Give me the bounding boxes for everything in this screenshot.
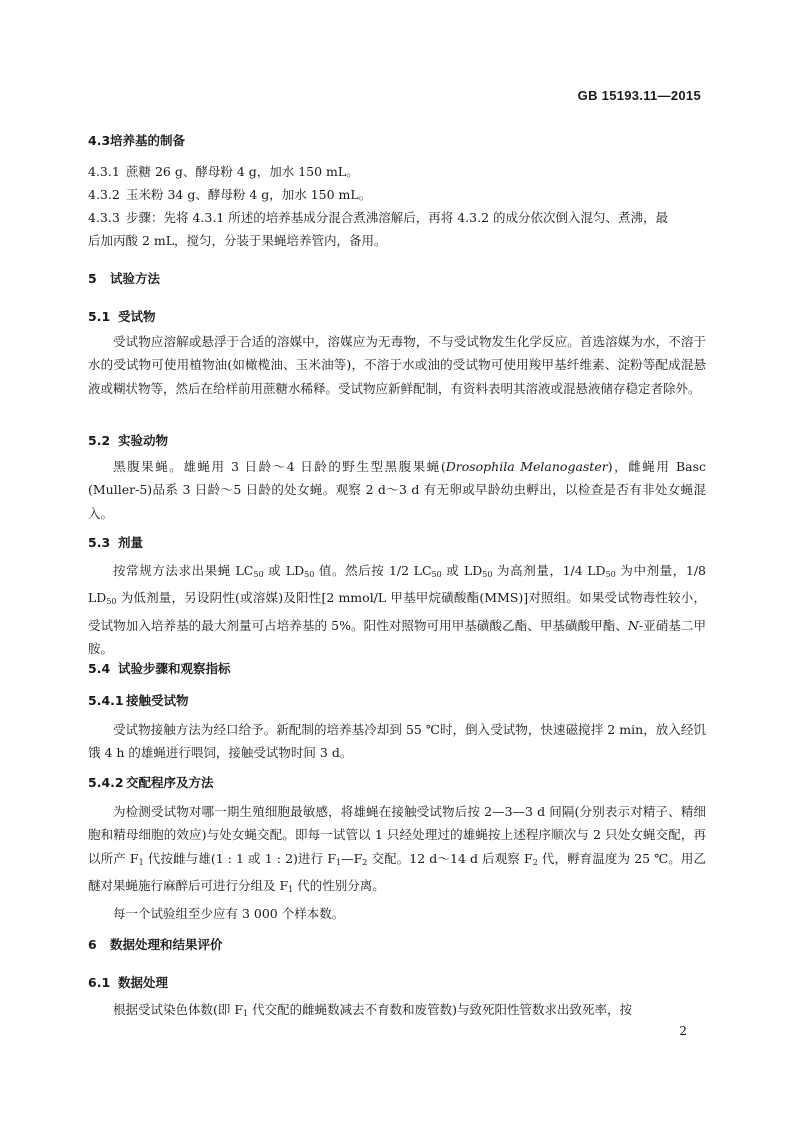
subscript: 50	[304, 570, 315, 579]
section-5-2-heading	[88, 431, 168, 449]
section-5-heading	[88, 269, 160, 287]
text-run: 代交配的雌蝇数减去不育数和废管数)与致死阳性管数求出致死率，按	[248, 1002, 632, 1017]
paragraph: 受试物应溶解或悬浮于合适的溶媒中，溶媒应为无毒物，不与受试物发生化学反应。首选溶媒为水，不溶于水的受试物可使用植物油(如橄榄油、玉米油等)，不溶于水或油的受试物可使用羧甲基纤维素、淀粉等配成混悬液或糊状物等，然后在给样前用蔗糖水稀释。受试物应新鲜配制，有资料表明其溶液或混悬液储存稳定者除外。	[88, 334, 706, 396]
section-5-4-heading	[88, 659, 231, 677]
section-number: 5.4	[88, 661, 111, 676]
text-run: 值。然后按 1/2 LC	[314, 563, 432, 578]
clause-text: 玉米粉 34 g、酵母粉 4 g，加水 150 mL。	[126, 187, 372, 202]
section-5-3-body	[88, 559, 706, 661]
page-number: 2	[679, 1024, 687, 1038]
text-run: 为检测受试物对哪一期生殖细胞最敏感，将雄蝇在接触受试物后按 2—3—3 d 间隔(分别表示对精子、精细胞和精母细胞的效应)与处女蝇交配。即每一试管以 1 只经处理过的雄蝇按上述程序顺次与 2 只处女蝇交配，再以所产 F	[88, 804, 706, 866]
section-number: 5.4.2	[88, 775, 124, 790]
section-title: 培养基的制备	[110, 133, 186, 148]
species-name: Drosophila Melanogaster	[445, 459, 608, 474]
section-number: 5.1	[88, 309, 111, 324]
paragraph	[88, 800, 706, 902]
text-run: 代的性别分离。	[293, 878, 385, 894]
text-run: 或 LD	[263, 563, 305, 578]
section-5-4-1-heading	[88, 691, 189, 709]
section-5-1-heading	[88, 307, 156, 325]
text-run: 代，孵育温度为 25 ℃。用乙醚对果蝇施行麻醉后可进行分组及 F	[88, 850, 707, 894]
section-title: 剂量	[118, 535, 144, 550]
subscript: 1	[288, 885, 294, 895]
section-5-4-2-heading	[88, 773, 214, 791]
section-6-1-body	[88, 998, 706, 1025]
section-number: 5	[88, 271, 97, 286]
paragraph	[88, 998, 706, 1025]
subscript: 2	[532, 857, 538, 867]
clause-text: 步骤：先将 4.3.1 所述的培养基成分混合煮沸溶解后，再将 4.3.2 的成分依次倒入混匀、煮沸，最	[126, 210, 669, 225]
section-number: 6.1	[88, 975, 111, 990]
subscript: 50	[431, 570, 442, 579]
text-run: 代按雌与雄(1 : 1 或 1 : 2)进行 F	[143, 850, 337, 866]
section-5-4-1-body	[88, 718, 706, 765]
clause-number: 4.3.3	[88, 210, 120, 225]
paragraph: 每一个试验组至少应有 3 000 个样本数。	[113, 905, 345, 921]
text-run: 根据受试染色体数(即 F	[113, 1002, 244, 1017]
text-run: 为高剂量，1/4 LD	[492, 563, 606, 578]
clause-number: 4.3.1	[88, 164, 120, 179]
text-run: 黑腹果蝇。雄蝇用 3 日龄～4 日龄的野生型黑腹果蝇(	[113, 459, 446, 474]
section-5-4-2-body	[88, 800, 706, 925]
section-title: 接触受试物	[126, 693, 189, 708]
text-run: 为中剂量，1/8 LD	[88, 563, 706, 606]
clause-4-3-3-line2: 后加丙酸 2 mL，搅匀，分装于果蝇培养管内，备用。	[88, 233, 387, 248]
subscript: 50	[106, 597, 117, 607]
section-title: 交配程序及方法	[126, 775, 214, 790]
section-4-3-heading	[88, 131, 185, 149]
section-title: 试验步骤和观察指标	[118, 661, 231, 676]
subscript: 50	[482, 570, 493, 579]
clause-4-3-2	[88, 185, 371, 203]
section-title: 数据处理	[118, 975, 169, 990]
subscript: 50	[605, 570, 616, 579]
section-6-1-heading	[88, 973, 168, 991]
text-run: )，雌蝇用 Basc (Muller-5)品系 3 日龄～5 日龄的处女蝇。观察 2 d～3 d 有无卵或早龄幼虫孵出，以检查是否有非处女蝇混入。	[88, 459, 706, 521]
section-5-1-body	[88, 330, 706, 400]
subscript: 2	[362, 857, 368, 867]
text-run: -亚硝基二甲胺。	[88, 617, 706, 657]
subscript: 1	[243, 1009, 249, 1018]
italic-symbol: N	[627, 617, 639, 633]
section-number: 5.3	[88, 535, 111, 550]
paragraph: 受试物接触方法为经口给予。新配制的培养基冷却到 55 ℃时，倒入受试物，快速磁搅拌 2 min，放入经饥饿 4 h 的雄蝇进行喂饲，接触受试物时间 3 d。	[88, 722, 706, 761]
paragraph	[88, 559, 706, 661]
section-5-2-body	[88, 455, 706, 525]
section-number: 6	[88, 937, 97, 952]
subscript: 50	[253, 570, 264, 579]
text-run: 或 LD	[441, 563, 483, 578]
text-run: 为低剂量，另设阴性(或溶媒)及阳性[2 mmol/L 甲基甲烷磺酸酯(MMS)]对照组。如果受试物毒性较小，受试物加入培养基的最大剂量可占培养基的 5%。阳性对照物可用甲基磺酸乙酯、甲基磺酸甲酯、	[88, 590, 706, 633]
section-number: 4.3	[88, 133, 111, 148]
text-run: 按常规方法求出果蝇 LC	[113, 563, 254, 578]
section-title: 实验动物	[118, 433, 169, 448]
section-number: 5.2	[88, 433, 111, 448]
section-title: 试验方法	[110, 271, 161, 286]
section-title: 数据处理和结果评价	[110, 937, 223, 952]
clause-text: 蔗糖 26 g、酵母粉 4 g，加水 150 mL。	[126, 164, 359, 179]
clause-4-3-3-line1	[88, 208, 668, 226]
section-number: 5.4.1	[88, 693, 124, 708]
subscript: 1	[336, 857, 342, 867]
section-6-heading	[88, 935, 223, 953]
standard-code: GB 15193.11—2015	[577, 88, 701, 103]
text-run: 交配。12 d～14 d 后观察 F	[367, 850, 533, 866]
clause-4-3-1	[88, 162, 359, 180]
subscript: 1	[138, 857, 144, 867]
clause-number: 4.3.2	[88, 187, 120, 202]
paragraph	[88, 455, 706, 525]
section-5-3-heading	[88, 533, 143, 551]
text-run: —F	[341, 850, 363, 866]
section-title: 受试物	[118, 309, 156, 324]
